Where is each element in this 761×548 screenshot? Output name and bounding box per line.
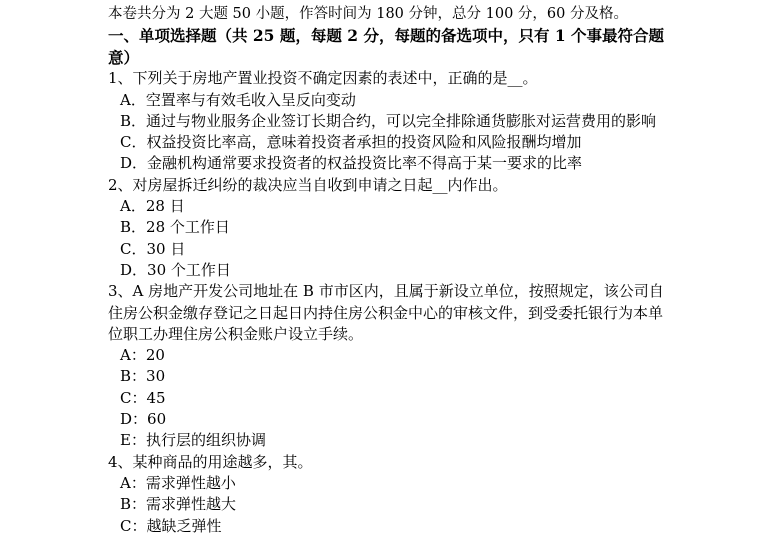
option-d: D．30 个工作日	[120, 260, 231, 279]
exam-page	[108, 4, 668, 537]
question-3	[108, 281, 668, 451]
option-b: B．通过与物业服务企业签订长期合约，可以完全排除通货膨胀对运营费用的影响	[120, 111, 657, 130]
option-a: A．空置率与有效毛收入呈反向变动	[120, 90, 356, 109]
question-4	[108, 452, 668, 537]
option-b: B．28 个工作日	[120, 218, 230, 237]
option-c: C：45	[120, 388, 166, 407]
section-title: 一、单项选择题（共 25 题，每题 2 分，每题的备选项中，只有 1 个事最符合题意）	[108, 26, 665, 67]
option-d: D．金融机构通常要求投资者的权益投资比率不得高于某一要求的比率	[120, 154, 583, 173]
option-d: D：60	[120, 410, 167, 429]
option-b: B：需求弹性越大	[120, 495, 237, 514]
option-a: A：需求弹性越小	[120, 473, 236, 492]
option-e: E：执行层的组织协调	[120, 431, 266, 450]
option-c: C．30 日	[120, 239, 186, 258]
question-stem: 4、某种商品的用途越多，其。	[108, 452, 313, 471]
option-c: C．权益投资比率高，意味着投资者承担的投资风险和风险报酬均增加	[120, 133, 582, 152]
question-1	[108, 68, 668, 174]
question-stem: 3、A 房地产开发公司地址在 B 市市区内，且属于新设立单位，按照规定，该公司自住房公积金缴存登记之日起日内持住房公积金中心的审核文件，到受委托银行为本单位职工办理住房公积金账户设立手续。	[108, 282, 664, 343]
question-2	[108, 175, 668, 281]
option-a: A．28 日	[120, 197, 185, 216]
option-b: B：30	[120, 367, 166, 386]
question-stem: 2、对房屋拆迁纠纷的裁决应当自收到申请之日起__内作出。	[108, 175, 508, 194]
option-c: C：越缺乏弹性	[120, 516, 222, 535]
question-stem: 1、下列关于房地产置业投资不确定因素的表述中，正确的是__。	[108, 69, 538, 88]
option-a: A：20	[120, 346, 165, 365]
exam-intro: 本卷共分为 2 大题 50 小题，作答时间为 180 分钟，总分 100 分，60 分及格。	[108, 6, 628, 22]
